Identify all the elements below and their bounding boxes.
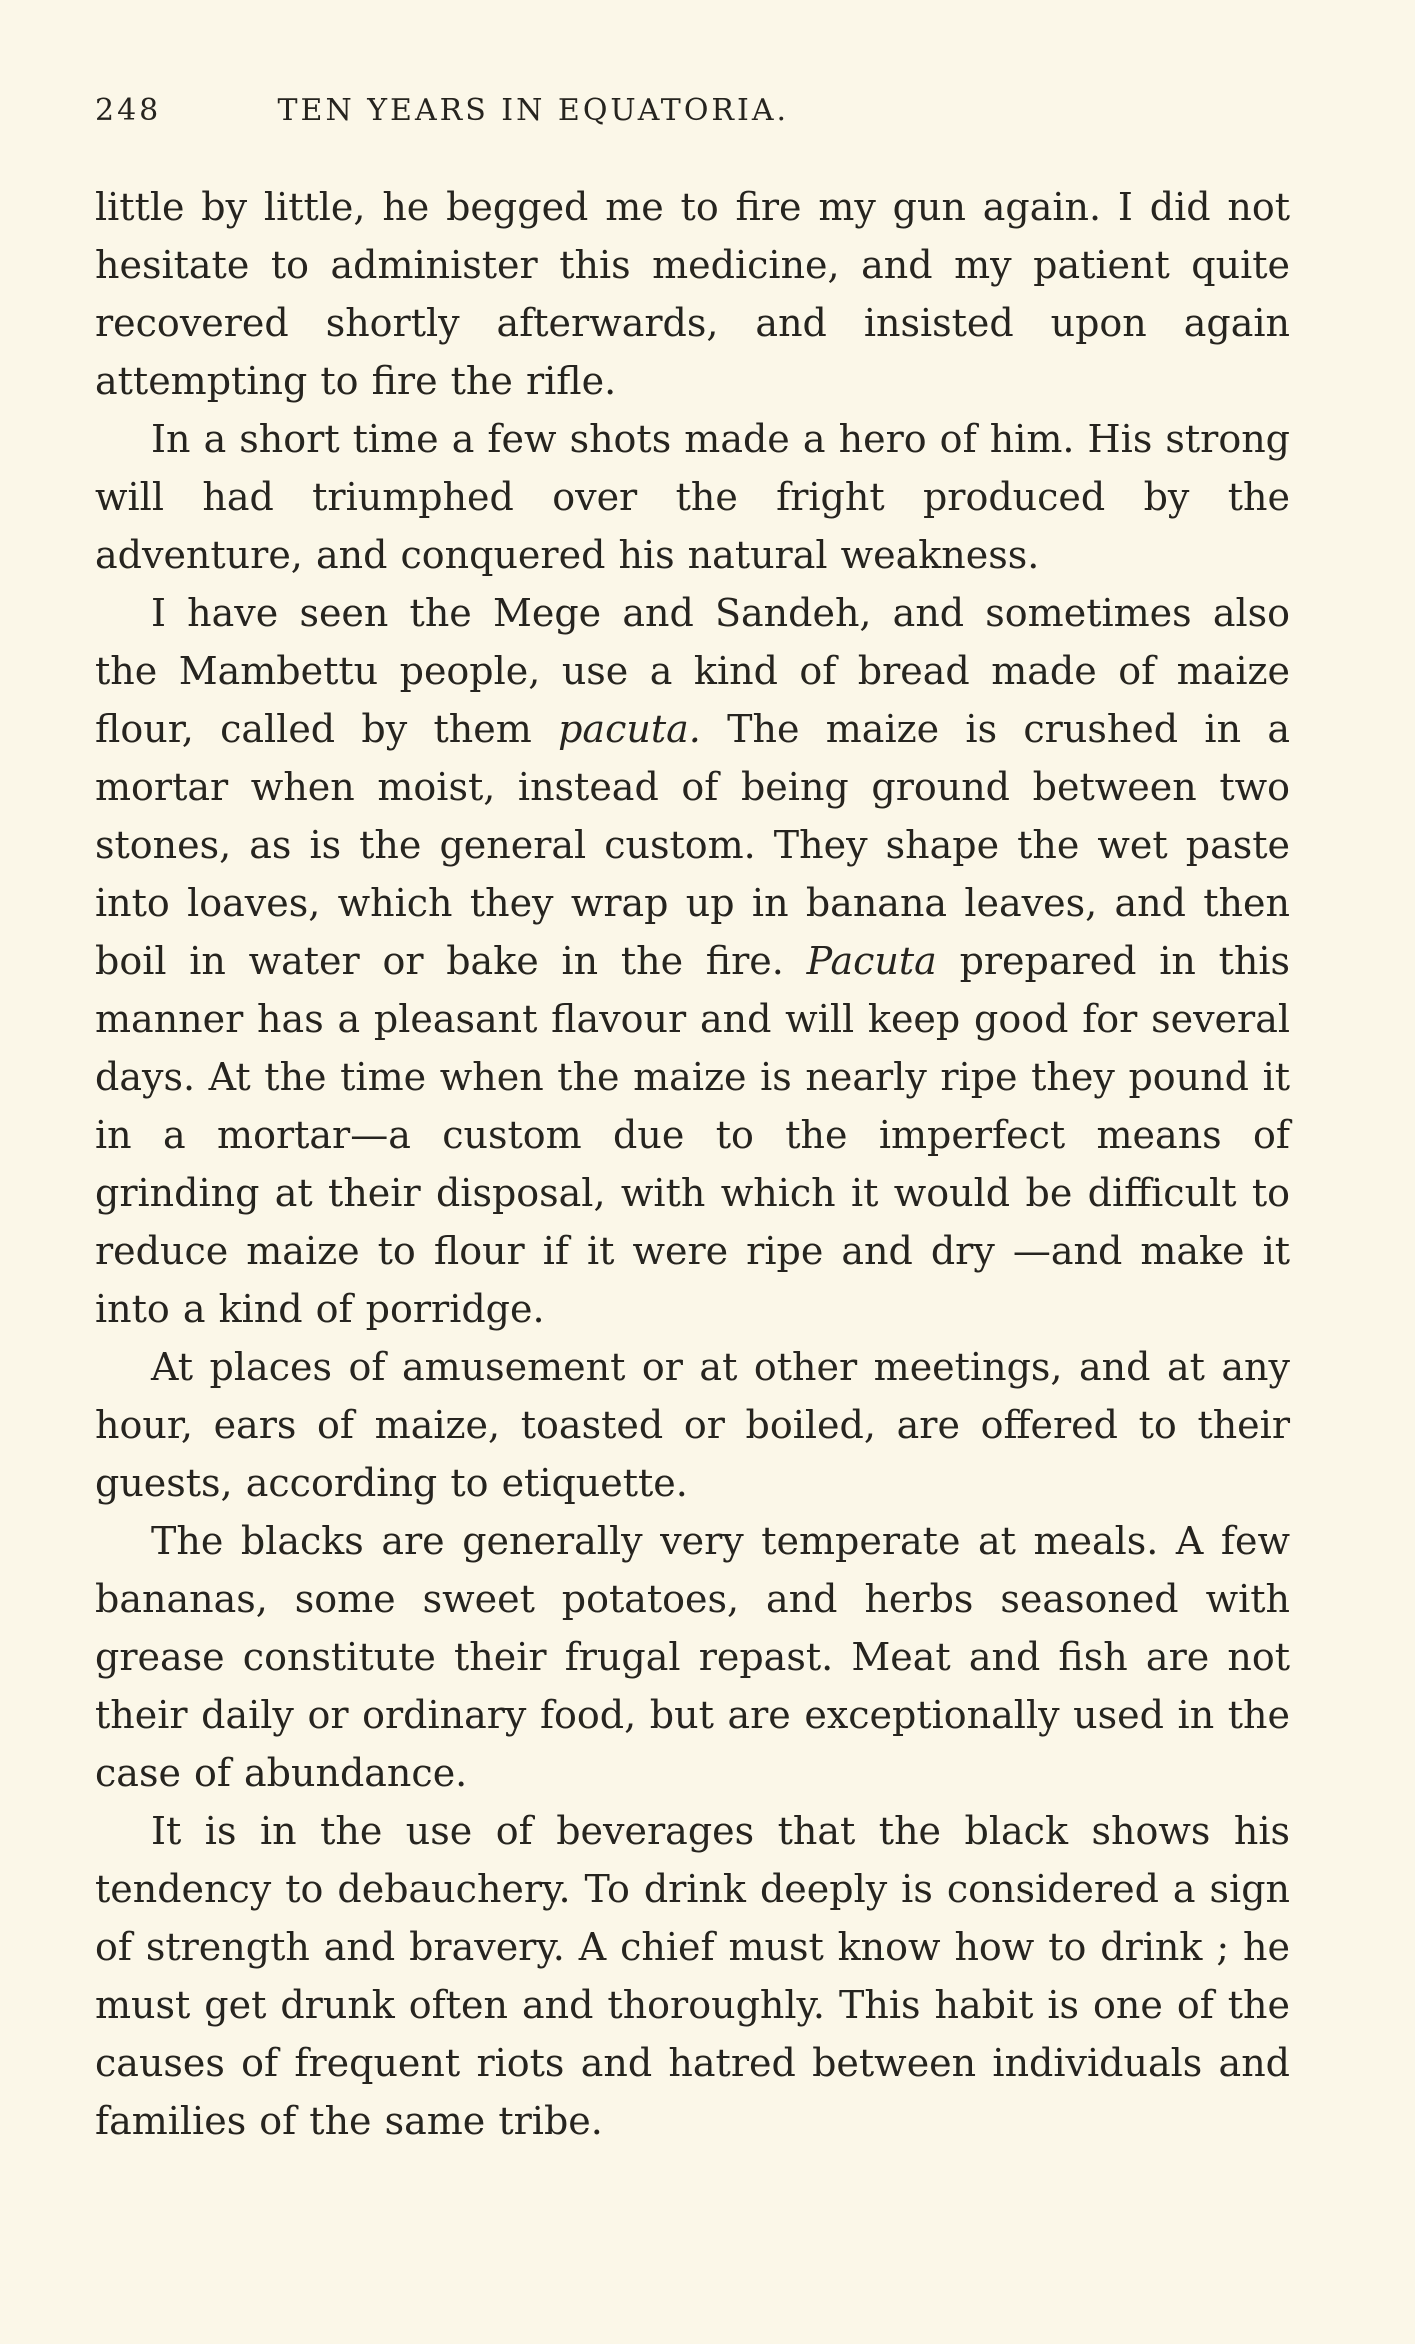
running-head bbox=[95, 82, 1290, 140]
pacuta-term-first: pacuta. bbox=[558, 707, 701, 751]
pacuta-text-after: prepared in this manner has a pleasant flavour and will keep good for several days. At the time when the maize is nearly ripe they pound it in a mortar—a custom due to the imperfect means of grinding at their disposal, with which it would be difficult to reduce maize to flour if it were ripe and dry —and make it into a kind of porridge. bbox=[95, 939, 1291, 1331]
pacuta-text-middle: The maize is crushed in a mortar when moist, instead of being ground between two stones, as is the general custom. They shape the wet paste into loaves, which they wrap up in banana leaves, and then boil in water or bake in the fire. bbox=[95, 707, 1290, 983]
body-text bbox=[95, 178, 1290, 2150]
paragraph-continued: little by little, he begged me to fire my gun again. I did not hesitate to administer this medicine, and my patient quite recovered shortly afterwards, and insisted upon again attempting to fire the rifle. bbox=[95, 185, 1290, 403]
pacuta-term-second: Pacuta bbox=[806, 939, 937, 983]
pacuta-text-before: I have seen the Mege and Sandeh, and sometimes also the Mambettu people, use a kind of bread made of maize flour, called by them bbox=[95, 591, 1290, 751]
running-title: TEN YEARS IN EQUATORIA. bbox=[277, 93, 790, 128]
paragraph-maize-etiquette: At places of amusement or at other meetings, and at any hour, ears of maize, toasted or boiled, are offered to their guests, according to etiquette. bbox=[95, 1345, 1290, 1505]
paragraph-hero: In a short time a few shots made a hero of him. His strong will had triumphed over the fright produced by the adventure, and conquered his natural weakness. bbox=[95, 417, 1291, 577]
paragraph-meals: The blacks are generally very temperate at meals. A few bananas, some sweet potatoes, and herbs seasoned with grease constitute their frugal repast. Meat and fish are not their daily or ordinary food, but are exceptionally used in the case of abundance. bbox=[95, 1519, 1290, 1795]
page-number: 248 bbox=[95, 93, 162, 128]
paragraph-beverages: It is in the use of beverages that the black shows his tendency to debauchery. To drink deeply is considered a sign of strength and bravery. A chief must know how to drink ; he must get drunk often and thoroughly. This habit is one of the causes of frequent riots and hatred between individuals and families of the same tribe. bbox=[95, 1809, 1290, 2143]
book-page bbox=[95, 82, 1290, 2150]
paragraph-pacuta bbox=[95, 584, 1290, 1338]
